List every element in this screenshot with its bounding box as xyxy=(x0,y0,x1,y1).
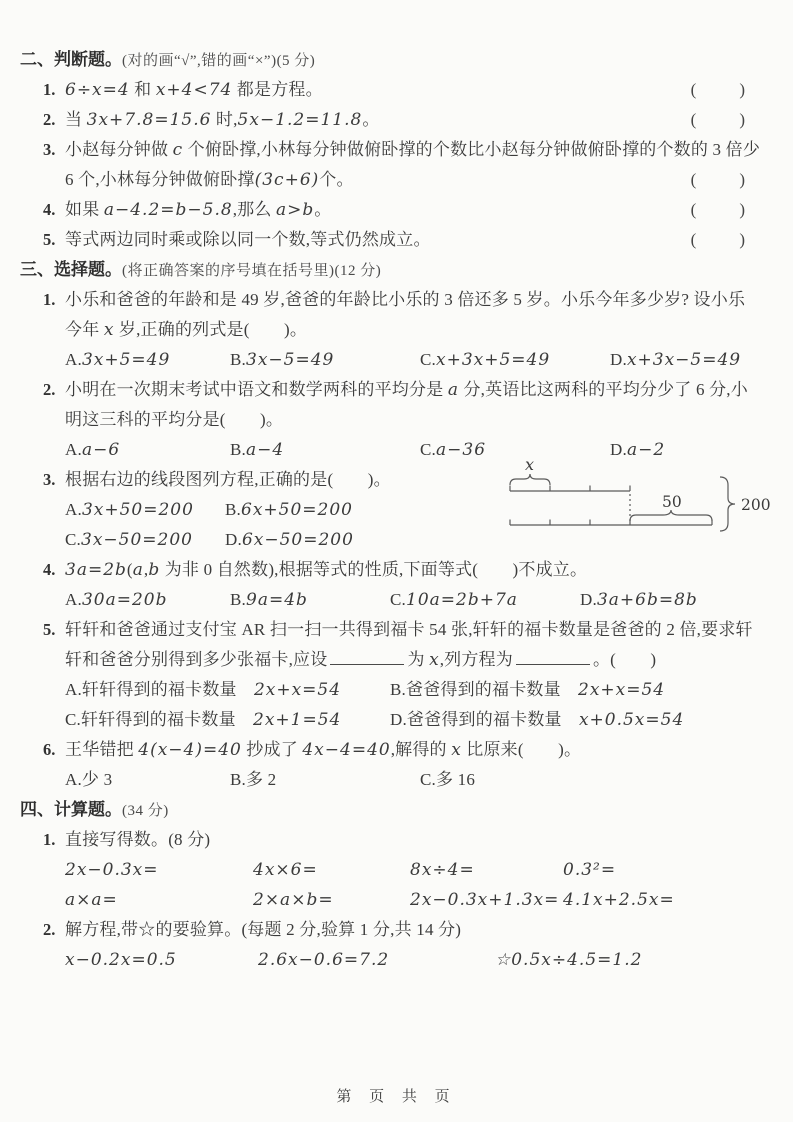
math-expression: 6x+50=200 xyxy=(241,500,353,520)
text-run: , xyxy=(143,560,149,579)
question-number: 2. xyxy=(43,380,56,399)
text-run: 6 个,小林每分钟做俯卧撑 xyxy=(65,170,255,189)
question-number: 5. xyxy=(43,230,56,249)
text-run: 个俯卧撑,小林每分钟做俯卧撑的个数比小赵每分钟做俯卧撑的个数的 3 倍少 xyxy=(183,140,761,159)
text-run: D. xyxy=(610,440,627,459)
section-calc-header xyxy=(20,795,773,825)
question-line xyxy=(20,285,773,315)
section-calc-title: 四、计算题。 xyxy=(20,800,122,819)
section-judge-title: 二、判断题。 xyxy=(20,50,122,69)
text-run: A.轩轩得到的福卡数量 xyxy=(65,680,254,699)
option xyxy=(390,705,684,735)
text-run: C.轩轩得到的福卡数量 xyxy=(65,710,253,729)
math-expression: 4x−4=40 xyxy=(302,740,391,760)
math-expression: 5x−1.2=11.8 xyxy=(237,110,363,130)
math-expression: a−4.2=b−5.8 xyxy=(103,200,233,220)
option xyxy=(390,585,518,615)
option xyxy=(563,885,675,915)
option xyxy=(563,855,616,885)
option xyxy=(420,435,486,465)
option xyxy=(225,525,354,555)
options-row xyxy=(20,675,773,705)
option xyxy=(65,705,341,735)
text-run: D. xyxy=(580,590,597,609)
section-choice-note: (将正确答案的序号填在括号里)(12 分) xyxy=(122,263,382,279)
options-row xyxy=(20,585,773,615)
text-run: ,解得的 xyxy=(390,740,452,759)
math-expression: 3x+50=200 xyxy=(81,500,194,520)
options-row xyxy=(20,855,773,885)
text-run: B.多 2 xyxy=(230,770,277,789)
section-judge-header xyxy=(20,45,773,75)
math-expression: 2x+x=54 xyxy=(578,680,666,700)
text-run: A. xyxy=(65,500,82,519)
diagram-total-label: 200 xyxy=(741,496,771,514)
math-expression: 3a=2b xyxy=(65,560,127,580)
math-expression: x−0.2x=0.5 xyxy=(65,950,177,970)
answer-bracket: ( ) xyxy=(690,110,748,129)
question-line xyxy=(20,405,773,435)
section-choice-title: 三、选择题。 xyxy=(20,260,122,279)
text-run: D.爸爸得到的福卡数量 xyxy=(390,710,579,729)
text-run: 解方程,带☆的要验算。(每题 2 分,验算 1 分,共 14 分) xyxy=(65,920,462,939)
text-run: 为 xyxy=(407,650,430,669)
text-run: 小赵每分钟做 xyxy=(65,140,173,159)
math-expression: 3x−50=200 xyxy=(81,530,193,550)
question-line xyxy=(20,375,773,405)
option xyxy=(65,525,193,555)
text-run: 轩轩和爸爸通过支付宝 AR 扫一扫一共得到福卡 54 张,轩轩的福卡数量是爸爸的 2 倍,要求轩 xyxy=(65,620,753,639)
diagram-total-brace xyxy=(720,477,735,531)
math-expression: ☆0.5x÷4.5=1.2 xyxy=(495,950,643,970)
question-line xyxy=(20,165,773,195)
text-run: A. xyxy=(65,350,82,369)
option xyxy=(230,435,284,465)
text-run: 王华错把 xyxy=(65,740,139,759)
math-expression: a−2 xyxy=(626,440,666,460)
question-line xyxy=(20,555,773,585)
section-calc-note: (34 分) xyxy=(122,803,169,819)
text-run: 等式两边同时乘或除以同一个数,等式仍然成立。 xyxy=(65,230,431,249)
text-run: 分,英语比这两科的平均分少了 6 分,小 xyxy=(459,380,748,399)
text-run: 小明在一次期末考试中语文和数学两科的平均分是 xyxy=(65,380,448,399)
question-number: 4. xyxy=(43,200,56,219)
math-expression: 10a=2b+7a xyxy=(406,590,518,610)
option xyxy=(225,495,353,525)
question-line xyxy=(20,105,773,135)
diagram-x-label: x xyxy=(525,455,535,474)
text-run: D. xyxy=(225,530,242,549)
option xyxy=(65,675,341,705)
math-expression: 2x−0.3x= xyxy=(65,860,159,880)
math-expression: 6÷x=4 xyxy=(65,80,130,100)
diagram-bottom-line xyxy=(510,520,712,526)
math-expression: 2x+x=54 xyxy=(253,680,342,700)
option xyxy=(230,765,276,795)
question-number: 5. xyxy=(43,620,56,639)
question-line xyxy=(20,75,773,105)
question-number: 1. xyxy=(43,80,56,99)
text-run: 为非 0 自然数),根据等式的性质,下面等式( )不成立。 xyxy=(160,560,588,579)
text-run: 今年 xyxy=(65,320,104,339)
math-expression: 4.1x+2.5x= xyxy=(563,890,675,910)
math-expression: a×a= xyxy=(65,890,118,910)
math-expression: x+3x−5=49 xyxy=(626,350,742,370)
option xyxy=(65,345,170,375)
question-number: 4. xyxy=(43,560,56,579)
math-expression: x xyxy=(429,650,440,670)
math-expression: 2×a×b= xyxy=(253,890,334,910)
option xyxy=(230,585,308,615)
math-expression: 4x×6= xyxy=(253,860,318,880)
text-run: 个。 xyxy=(319,170,354,189)
options-row xyxy=(20,885,773,915)
option xyxy=(410,855,475,885)
text-run: 当 xyxy=(65,110,87,129)
text-run: C.多 16 xyxy=(420,770,476,789)
answer-bracket: ( ) xyxy=(690,170,748,189)
math-expression: a>b xyxy=(276,200,315,220)
option xyxy=(610,345,741,375)
text-run: 抄成了 xyxy=(241,740,303,759)
question-choice-5 xyxy=(20,615,773,735)
question-line xyxy=(20,825,773,855)
question-choice-6 xyxy=(20,735,773,795)
option xyxy=(580,585,698,615)
text-run: ,列方程为 xyxy=(439,650,513,669)
option xyxy=(258,945,389,975)
section-choice-header xyxy=(20,255,773,285)
text-run: B.爸爸得到的福卡数量 xyxy=(390,680,578,699)
section-judge-note: (对的画“√”,错的画“×”)(5 分) xyxy=(122,53,316,69)
text-run: B. xyxy=(230,350,246,369)
page-footer: 第 页 共 页 xyxy=(336,1089,457,1105)
math-expression: 2.6x−0.6=7.2 xyxy=(258,950,390,970)
options-row xyxy=(20,765,773,795)
text-run: C. xyxy=(420,440,436,459)
math-expression: 3x−5=49 xyxy=(246,350,335,370)
diagram-part-brace xyxy=(630,510,712,521)
answer-bracket: ( ) xyxy=(690,80,748,99)
text-run: 。( ) xyxy=(592,650,657,669)
math-expression: a−6 xyxy=(81,440,121,460)
question-judge-4 xyxy=(20,195,773,225)
math-expression: 3x+7.8=15.6 xyxy=(86,110,212,130)
text-run: A. xyxy=(65,590,82,609)
math-expression: 0.3²= xyxy=(563,860,617,880)
math-expression: 8x÷4= xyxy=(410,860,475,880)
diagram-part-label: 50 xyxy=(662,493,682,511)
question-choice-2 xyxy=(20,375,773,465)
question-choice-1 xyxy=(20,285,773,375)
text-run: 。 xyxy=(314,200,332,219)
option xyxy=(420,345,550,375)
line-segment-diagram xyxy=(500,455,790,543)
text-run: C. xyxy=(390,590,406,609)
math-expression: a−36 xyxy=(436,440,487,460)
question-number: 1. xyxy=(43,830,56,849)
question-calc-1 xyxy=(20,825,773,915)
math-expression: x xyxy=(451,740,462,760)
question-number: 3. xyxy=(43,140,56,159)
math-expression: 4(x−4)=40 xyxy=(138,740,242,760)
math-expression: a−4 xyxy=(246,440,285,460)
option xyxy=(410,885,559,915)
option xyxy=(230,345,334,375)
options-row xyxy=(20,705,773,735)
answer-bracket: ( ) xyxy=(690,200,748,219)
question-number: 2. xyxy=(43,110,56,129)
math-expression: a xyxy=(447,380,459,400)
question-choice-4 xyxy=(20,555,773,615)
text-run: 。 xyxy=(362,110,380,129)
question-judge-3 xyxy=(20,135,773,195)
blank-line xyxy=(516,649,590,665)
blank-line xyxy=(330,649,404,665)
question-line xyxy=(20,645,773,675)
question-number: 1. xyxy=(43,290,56,309)
diagram-x-brace xyxy=(510,474,550,485)
text-run: 直接写得数。(8 分) xyxy=(65,830,211,849)
text-run: B. xyxy=(230,440,246,459)
text-run: 轩和爸爸分别得到多少张福卡,应设 xyxy=(65,650,328,669)
text-run: A.少 3 xyxy=(65,770,113,789)
math-expression: x+4<74 xyxy=(155,80,233,100)
text-run: B. xyxy=(225,500,241,519)
option xyxy=(420,765,475,795)
math-expression: 3a+6b=8b xyxy=(596,590,698,610)
question-line xyxy=(20,135,773,165)
math-expression: 2x−0.3x+1.3x= xyxy=(410,890,560,910)
question-line xyxy=(20,315,773,345)
text-run: ,那么 xyxy=(232,200,276,219)
option xyxy=(495,945,642,975)
option xyxy=(65,765,112,795)
option xyxy=(65,585,167,615)
question-judge-1 xyxy=(20,75,773,105)
text-run: 都是方程。 xyxy=(232,80,323,99)
text-run: ( xyxy=(126,560,133,579)
question-line xyxy=(20,915,773,945)
question-number: 6. xyxy=(43,740,56,759)
math-expression: 3x+5=49 xyxy=(81,350,171,370)
math-expression: 9a=4b xyxy=(246,590,308,610)
options-row xyxy=(20,345,773,375)
math-expression: (3c+6) xyxy=(254,170,320,190)
math-expression: x xyxy=(103,320,115,340)
option xyxy=(65,945,177,975)
math-expression: 6x−50=200 xyxy=(241,530,354,550)
question-number: 3. xyxy=(43,470,56,489)
text-run: C. xyxy=(65,530,81,549)
question-line xyxy=(20,225,773,255)
text-run: 明这三科的平均分是( )。 xyxy=(65,410,284,429)
text-run: C. xyxy=(420,350,436,369)
text-run: 时, xyxy=(211,110,238,129)
text-run: 根据右边的线段图列方程,正确的是( )。 xyxy=(65,470,391,489)
math-expression: x+3x+5=49 xyxy=(436,350,551,370)
math-expression: 2x+1=54 xyxy=(253,710,342,730)
option xyxy=(390,675,665,705)
question-line xyxy=(20,735,773,765)
option xyxy=(65,495,194,525)
text-run: 如果 xyxy=(65,200,104,219)
question-line xyxy=(20,195,773,225)
option xyxy=(65,435,120,465)
option xyxy=(65,885,118,915)
math-expression: a xyxy=(132,560,144,580)
math-expression: x+0.5x=54 xyxy=(578,710,685,730)
option xyxy=(253,855,318,885)
math-expression: 30a=20b xyxy=(81,590,168,610)
diagram-top-line xyxy=(510,486,630,492)
question-judge-2 xyxy=(20,105,773,135)
text-run: B. xyxy=(230,590,246,609)
math-expression: b xyxy=(148,560,161,580)
question-line xyxy=(20,615,773,645)
question-judge-5 xyxy=(20,225,773,255)
question-number: 2. xyxy=(43,920,56,939)
text-run: 比原来( )。 xyxy=(461,740,582,759)
text-run: 小乐和爸爸的年龄和是 49 岁,爸爸的年龄比小乐的 3 倍还多 5 岁。小乐今年多少岁? 设小乐 xyxy=(65,290,746,309)
question-calc-2 xyxy=(20,915,773,975)
option xyxy=(65,855,159,885)
options-row xyxy=(20,945,773,975)
option xyxy=(253,885,334,915)
answer-bracket: ( ) xyxy=(690,230,748,249)
text-run: D. xyxy=(610,350,627,369)
text-run: 岁,正确的列式是( )。 xyxy=(114,320,308,339)
text-run: 和 xyxy=(129,80,156,99)
math-expression: c xyxy=(172,140,184,160)
text-run: A. xyxy=(65,440,82,459)
